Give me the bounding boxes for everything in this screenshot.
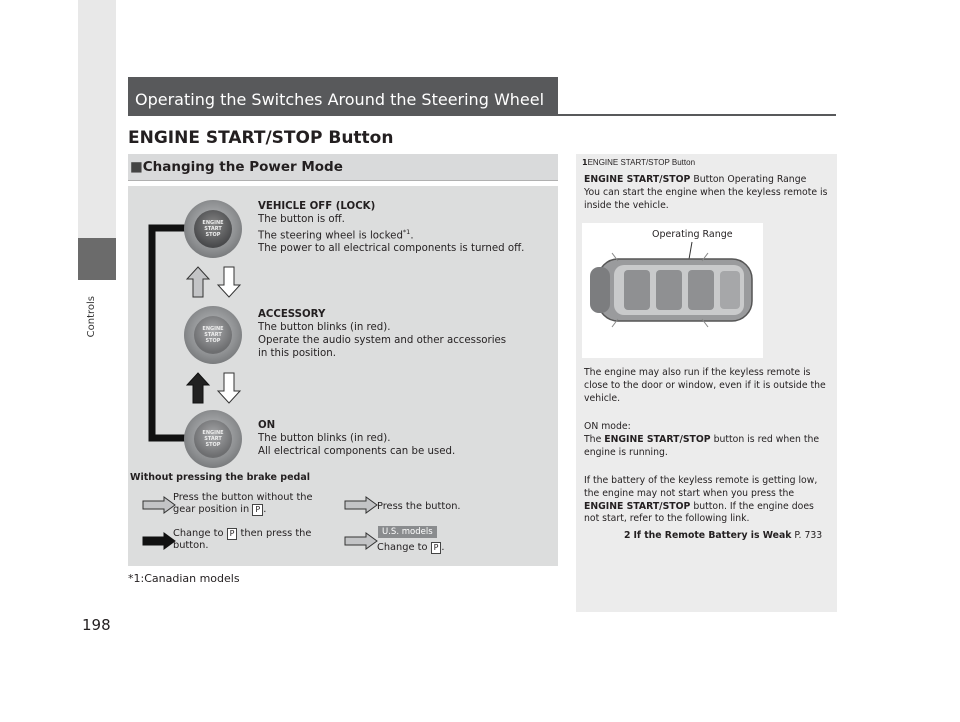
side-note-paragraph-2: The engine may also run if the keyless remote is close to the door or window, even if it is outside the vehicle. (584, 367, 826, 404)
legend-black-right (377, 541, 445, 554)
engine-start-stop-button-off (184, 200, 242, 258)
car-top-view-icon (582, 223, 763, 358)
knob-text: ENGINE (202, 326, 224, 332)
legend-text: Press the button without the (173, 492, 313, 503)
state-name: VEHICLE OFF (LOCK) (258, 201, 376, 212)
state-vehicle-off (258, 200, 554, 255)
engine-start-stop-button-on (184, 410, 242, 468)
side-note-intro (584, 174, 832, 212)
gray-arrow-icon (344, 496, 378, 514)
state-line: Operate the audio system and other accessories (258, 335, 507, 346)
knob-text: STOP (205, 338, 221, 344)
legend-text: button. (173, 540, 209, 551)
bold-text: ENGINE START/STOP (584, 500, 691, 512)
subsection-title: Changing the Power Mode (142, 159, 343, 175)
legend-gray-left (173, 492, 313, 516)
state-line: All electrical components can be used. (258, 446, 456, 457)
section-tab-label: Controls (86, 296, 97, 338)
legend-text: Change to (377, 542, 428, 553)
text: button. If the engine does not start, refer to the following link. (584, 500, 814, 525)
legend-black-left (173, 528, 311, 552)
reference-marker-icon: 1 (582, 158, 588, 167)
gray-arrow-icon (344, 532, 378, 550)
black-arrow-icon (142, 532, 176, 550)
text: The (584, 433, 602, 445)
text: Button Operating Range (693, 174, 807, 185)
knob-face (194, 420, 232, 458)
knob-text: ENGINE (202, 430, 224, 436)
side-note-paragraph: You can start the engine when the keyless remote is inside the vehicle. (584, 186, 828, 211)
side-note-box (576, 154, 837, 612)
operating-range-figure (582, 223, 763, 358)
us-models-badge: U.S. models (378, 526, 437, 538)
legend-text-line (173, 504, 313, 516)
knob-text: ENGINE (202, 220, 224, 226)
square-bullet-icon: ■ (130, 159, 143, 175)
state-line: The button blinks (in red). (258, 433, 391, 444)
gear-p-key: P (227, 528, 238, 540)
side-note-on-mode (584, 421, 830, 459)
side-tab-background (78, 0, 116, 238)
knob-face (194, 316, 232, 354)
state-line-end: . (410, 230, 414, 242)
side-tab-marker (78, 238, 116, 280)
knob-text: START (204, 436, 222, 442)
state-accessory (258, 308, 554, 360)
side-note-heading (584, 174, 832, 187)
legend-text: Change to (173, 528, 224, 539)
text: button is red when the engine is running. (584, 433, 820, 458)
state-line-with-note (258, 226, 554, 242)
battery-weak-link[interactable] (624, 530, 822, 543)
subsection-heading (130, 159, 343, 175)
page-number: 198 (82, 616, 111, 634)
side-note-ref (582, 158, 695, 167)
state-line: The power to all electrical components is turned off. (258, 243, 525, 255)
footnote: *1:Canadian models (128, 572, 240, 585)
state-line: in this position. (258, 348, 336, 359)
page-title: Operating the Switches Around the Steering Wheel (135, 90, 545, 109)
on-mode-title: ON mode: (584, 421, 631, 432)
knob-text: STOP (205, 232, 221, 238)
state-line: The button blinks (in red). (258, 322, 391, 333)
gray-arrow-icon (142, 496, 176, 514)
legend-text: then press the (240, 528, 312, 539)
state-line: The steering wheel is locked (258, 230, 403, 242)
knob-text: START (204, 226, 222, 232)
legend-heading: Without pressing the brake pedal (130, 472, 311, 483)
knob-text: START (204, 332, 222, 338)
gear-p-key: P (252, 504, 263, 516)
legend-text: gear position in (173, 504, 250, 515)
link-page[interactable]: P. 733 (794, 530, 823, 541)
legend-text: . (441, 542, 445, 553)
text: If the battery of the keyless remote is getting low, the engine may not start when you press the (584, 475, 818, 499)
title-rule (128, 114, 836, 116)
legend-text-line (173, 528, 311, 540)
footnote-ref: *1 (402, 228, 411, 236)
state-name: ACCESSORY (258, 309, 326, 320)
subsection-rule (128, 180, 558, 181)
state-line: The button is off. (258, 214, 345, 225)
side-note-paragraph-4 (584, 475, 832, 526)
bold-text: ENGINE START/STOP (584, 174, 691, 185)
knob-face (194, 210, 232, 248)
link-arrow-icon: 2 (624, 530, 631, 541)
engine-start-stop-button-accessory (184, 306, 242, 364)
gear-p-key: P (431, 542, 442, 554)
legend-gray-right: Press the button. (377, 501, 461, 512)
on-mode-text (584, 434, 830, 460)
up-down-arrows-icon (186, 266, 242, 298)
state-name: ON (258, 420, 276, 431)
up-down-arrows-icon (186, 372, 242, 404)
side-note-ref-title: ENGINE START/STOP Button (587, 158, 696, 167)
section-heading: ENGINE START/STOP Button (128, 128, 394, 148)
figure-label: Operating Range (652, 229, 733, 240)
state-on (258, 419, 554, 458)
link-text[interactable]: If the Remote Battery is Weak (633, 530, 792, 541)
bold-text: ENGINE START/STOP (604, 433, 711, 445)
power-mode-diagram (128, 186, 558, 566)
knob-text: STOP (205, 442, 221, 448)
legend-text: . (263, 504, 267, 515)
